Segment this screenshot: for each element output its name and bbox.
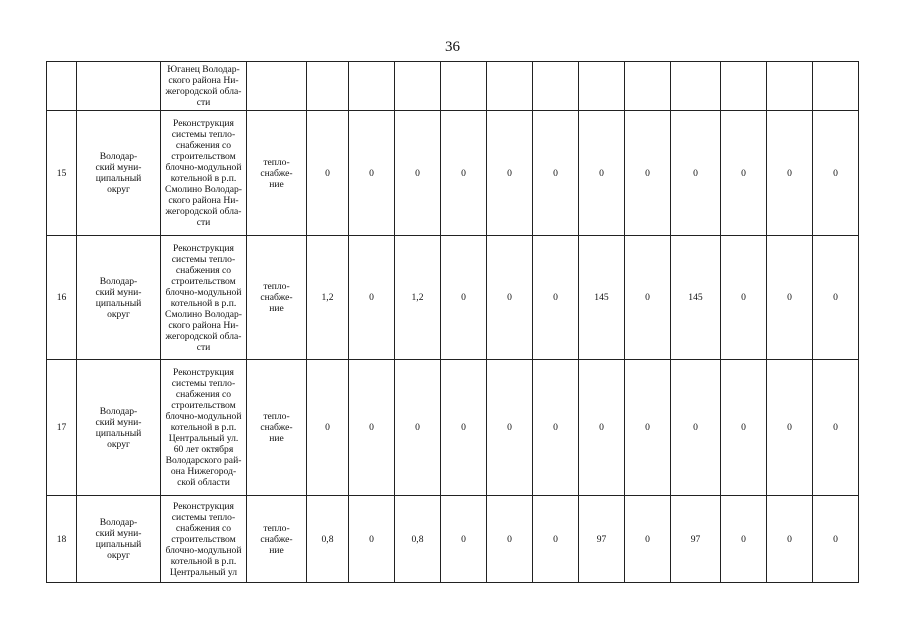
value-cell: 0 xyxy=(533,236,579,360)
value-cell: 0 xyxy=(721,360,767,496)
value-cell: 0 xyxy=(721,111,767,236)
value-cell: 0 xyxy=(349,360,395,496)
table-row xyxy=(47,236,859,360)
value-cell: 0 xyxy=(487,111,533,236)
value-cell: 0 xyxy=(533,111,579,236)
value-cell: 0 xyxy=(441,111,487,236)
value-cell: 0 xyxy=(721,496,767,583)
value-cell: 0 xyxy=(625,360,671,496)
value-cell: 0 xyxy=(307,111,349,236)
row-number-cell: 17 xyxy=(47,360,77,496)
value-cell: 97 xyxy=(579,496,625,583)
value-cell: 0 xyxy=(307,360,349,496)
row-number-cell xyxy=(47,62,77,111)
value-cell xyxy=(395,62,441,111)
service-type-cell: тепло- снабже- ние xyxy=(247,236,307,360)
municipality-cell: Володар- ский муни- ципальный округ xyxy=(77,496,161,583)
value-cell: 0 xyxy=(533,360,579,496)
value-cell: 0,8 xyxy=(395,496,441,583)
service-type-cell: тепло- снабже- ние xyxy=(247,496,307,583)
project-description-cell: Реконструкция системы тепло- снабжения со строительством блочно-модульной котельной в р.п. Смолино Володар- ского района Ни- жегородской обла- сти xyxy=(161,111,247,236)
project-description-cell: Реконструкция системы тепло- снабжения со строительством блочно-модульной котельной в р.п. Центральный ул xyxy=(161,496,247,583)
value-cell xyxy=(533,62,579,111)
value-cell: 0 xyxy=(349,496,395,583)
value-cell: 0 xyxy=(487,360,533,496)
municipality-cell: Володар- ский муни- ципальный округ xyxy=(77,111,161,236)
municipality-cell: Володар- ский муни- ципальный округ xyxy=(77,360,161,496)
value-cell: 0 xyxy=(625,236,671,360)
municipality-cell: Володар- ский муни- ципальный округ xyxy=(77,236,161,360)
project-description-cell: Реконструкция системы тепло- снабжения со строительством блочно-модульной котельной в р.п. Смолино Володар- ского района Ни- жегородской обла- сти xyxy=(161,236,247,360)
value-cell: 0 xyxy=(487,236,533,360)
project-description-cell: Реконструкция системы тепло- снабжения со строительством блочно-модульной котельной в р.п. Центральный ул. 60 лет октября Володарского рай- она Нижегород- ской области xyxy=(161,360,247,496)
row-number-cell: 18 xyxy=(47,496,77,583)
value-cell: 0 xyxy=(767,111,813,236)
table-row xyxy=(47,111,859,236)
page-number: 36 xyxy=(445,39,460,55)
value-cell: 1,2 xyxy=(395,236,441,360)
value-cell xyxy=(307,62,349,111)
value-cell: 0 xyxy=(767,236,813,360)
value-cell: 145 xyxy=(579,236,625,360)
value-cell: 0 xyxy=(813,496,859,583)
value-cell xyxy=(579,62,625,111)
value-cell: 0 xyxy=(441,360,487,496)
value-cell xyxy=(487,62,533,111)
value-cell: 0 xyxy=(767,360,813,496)
row-number-cell: 16 xyxy=(47,236,77,360)
table-row xyxy=(47,496,859,583)
value-cell: 145 xyxy=(671,236,721,360)
value-cell: 0 xyxy=(349,236,395,360)
value-cell: 0 xyxy=(813,111,859,236)
value-cell xyxy=(813,62,859,111)
value-cell: 0 xyxy=(395,360,441,496)
value-cell: 0 xyxy=(625,496,671,583)
value-cell: 0 xyxy=(625,111,671,236)
value-cell: 97 xyxy=(671,496,721,583)
row-number-cell: 15 xyxy=(47,111,77,236)
service-type-cell: тепло- снабже- ние xyxy=(247,360,307,496)
value-cell: 0,8 xyxy=(307,496,349,583)
value-cell: 0 xyxy=(487,496,533,583)
value-cell xyxy=(721,62,767,111)
value-cell: 0 xyxy=(813,236,859,360)
value-cell: 0 xyxy=(533,496,579,583)
value-cell: 0 xyxy=(721,236,767,360)
value-cell: 0 xyxy=(671,111,721,236)
value-cell: 0 xyxy=(671,360,721,496)
value-cell: 0 xyxy=(395,111,441,236)
municipality-cell xyxy=(77,62,161,111)
project-description-cell: Юганец Володар- ского района Ни- жегородской обла- сти xyxy=(161,62,247,111)
value-cell xyxy=(441,62,487,111)
value-cell: 0 xyxy=(441,236,487,360)
service-type-cell: тепло- снабже- ние xyxy=(247,111,307,236)
value-cell: 0 xyxy=(349,111,395,236)
value-cell: 0 xyxy=(579,360,625,496)
value-cell: 0 xyxy=(579,111,625,236)
value-cell xyxy=(767,62,813,111)
value-cell xyxy=(671,62,721,111)
value-cell: 0 xyxy=(441,496,487,583)
service-type-cell xyxy=(247,62,307,111)
value-cell: 0 xyxy=(767,496,813,583)
data-table xyxy=(46,61,859,583)
value-cell xyxy=(349,62,395,111)
value-cell xyxy=(625,62,671,111)
value-cell: 1,2 xyxy=(307,236,349,360)
table-row xyxy=(47,360,859,496)
table-row xyxy=(47,62,859,111)
value-cell: 0 xyxy=(813,360,859,496)
